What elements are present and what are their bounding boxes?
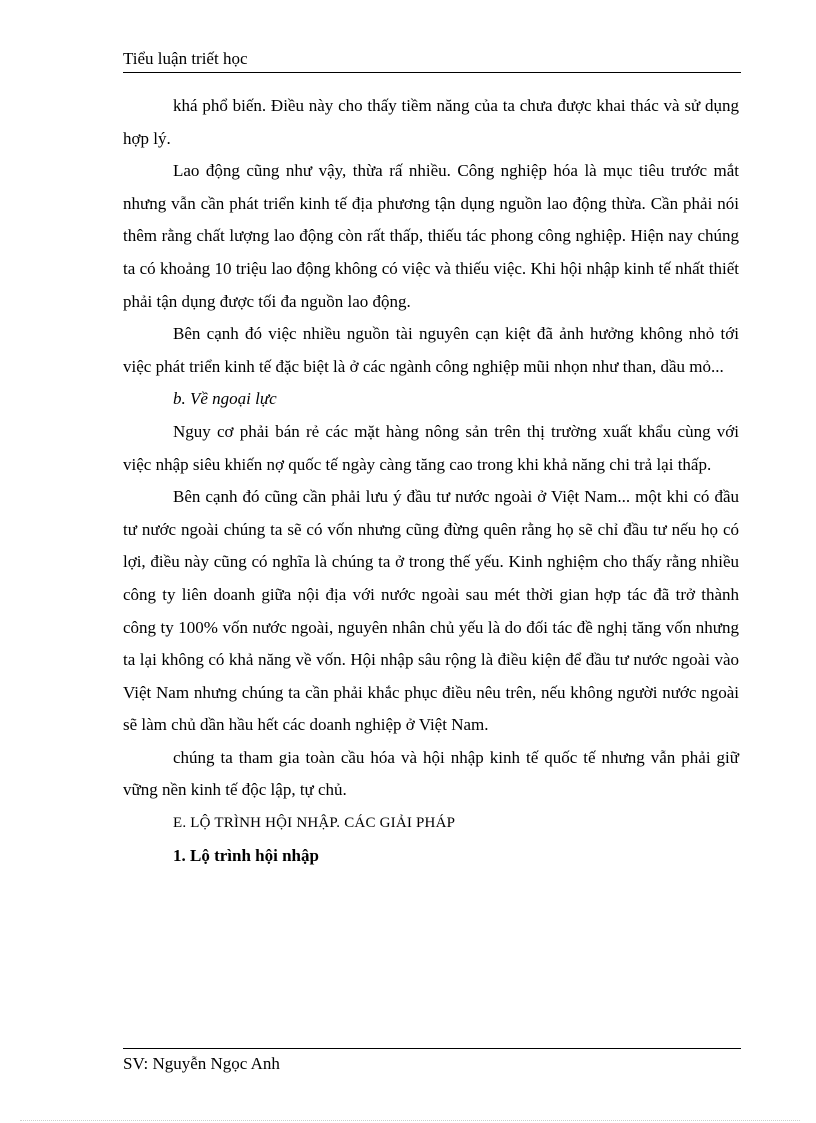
page-header <box>123 48 741 73</box>
footer-divider <box>123 1048 741 1049</box>
subsection-heading-1: 1. Lộ trình hội nhập <box>173 845 319 865</box>
paragraph-5: Bên cạnh đó cũng cần phải lưu ý đầu tư nước ngoài ở Việt Nam... một khi có đầu tư nước ngoài chúng ta sẽ có vốn nhưng cũng đừng quên rằng họ sẽ chỉ đầu tư nếu họ có lợi, điều này cũng có nghĩa là chúng ta ở trong thế yếu. Kinh nghiệm cho thấy rằng nhiều công ty liên doanh giữa nội địa với nước ngoài sau mét thời gian hợp tác đã trở thành công ty 100% vốn nước ngoài, nguyên nhân chủ yếu là do đối tác đề nghị tăng vốn nhưng ta lại không có khả năng về vốn. Hội nhập sâu rộng là điều kiện để đầu tư nước ngoài vào Việt Nam nhưng chúng ta cần phải khắc phục điều nêu trên, nếu không người nước ngoài sẽ làm chủ dần hầu hết các doanh nghiệp ở Việt Nam. <box>123 487 739 735</box>
paragraph-6: chúng ta tham gia toàn cầu hóa và hội nhập kinh tế quốc tế nhưng vẫn phải giữ vững nền kinh tế độc lập, tự chủ. <box>123 747 739 800</box>
paragraph-1: khá phổ biến. Điều này cho thấy tiềm năng của ta chưa được khai thác và sử dụng hợp lý. <box>123 96 739 148</box>
header-title: Tiểu luận triết học <box>123 49 248 68</box>
page-footer <box>123 1053 280 1075</box>
page-bottom-edge <box>20 1120 800 1121</box>
page-content <box>123 90 739 872</box>
section-heading-e: E. LỘ TRÌNH HỘI NHẬP. CÁC GIẢI PHÁP <box>173 815 456 832</box>
paragraph-4: Nguy cơ phải bán rẻ các mặt hàng nông sản trên thị trường xuất khẩu cùng với việc nhập siêu khiến nợ quốc tế ngày càng tăng cao trong khi khả năng chi trả lại thấp. <box>123 421 739 474</box>
paragraph-3: Bên cạnh đó việc nhiều nguồn tài nguyên cạn kiệt đã ảnh hưởng không nhỏ tới việc phát triển kinh tế đặc biệt là ở các ngành công nghiệp mũi nhọn như than, dầu mỏ... <box>123 324 739 376</box>
subheading-external-forces: b. Về ngoại lực <box>173 389 277 409</box>
footer-author: SV: Nguyễn Ngọc Anh <box>123 1054 280 1073</box>
paragraph-2: Lao động cũng như vậy, thừa rấ nhiều. Công nghiệp hóa là mục tiêu trước mắt nhưng vẫn cần phát triển kinh tế địa phương tận dụng nguồn lao động thừa. Cần phải nói thêm rằng chất lượng lao động còn rất thấp, thiếu tác phong công nghiệp. Hiện nay chúng ta có khoảng 10 triệu lao động không có việc và thiếu việc. Khi hội nhập kinh tế nhất thiết phải tận dụng được tối đa nguồn lao động. <box>123 161 739 311</box>
